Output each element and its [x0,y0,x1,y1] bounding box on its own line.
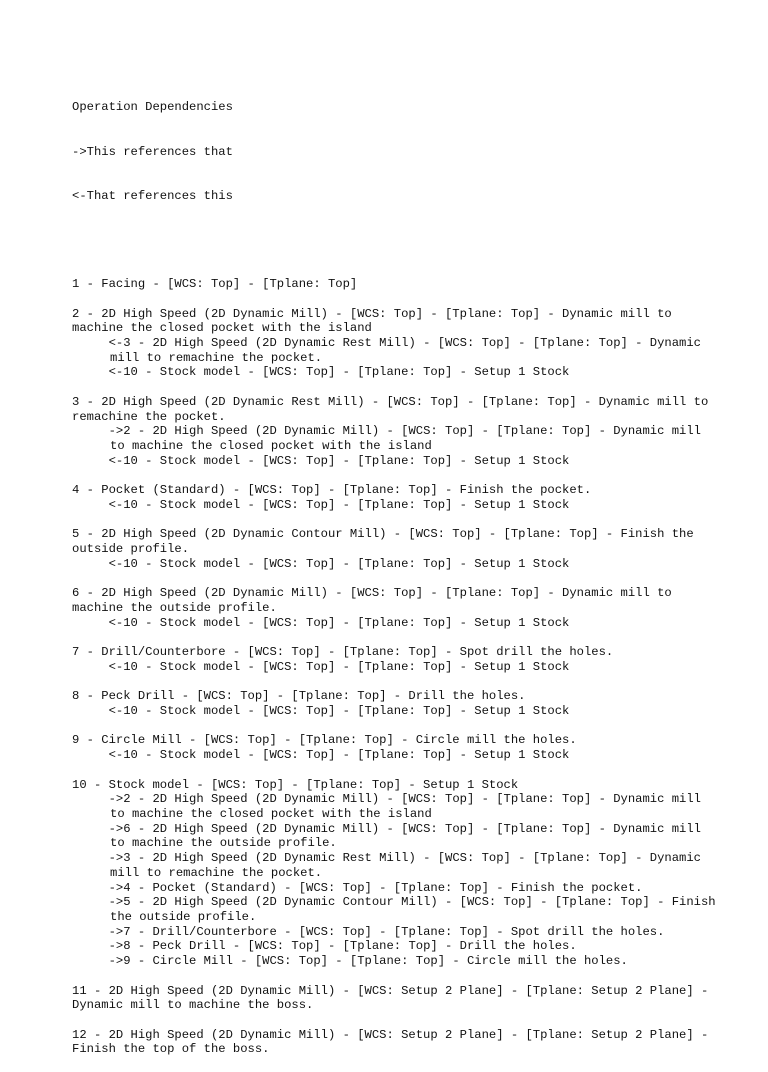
operation-text: 1 - Facing - [WCS: Top] - [Tplane: Top] [72,277,358,292]
operation-text: 9 - Circle Mill - [WCS: Top] - [Tplane: Top] - Circle mill the holes. [72,733,577,748]
operation-entry [72,586,722,645]
operation-text: 6 - 2D High Speed (2D Dynamic Mill) - [WCS: Top] - [Tplane: Top] - Dynamic mill to machine the outside profile. [72,586,680,615]
back-reference: <-10 - Stock model - [WCS: Top] - [Tplane: Top] - Setup 1 Stock [108,659,570,674]
operation-text: 7 - Drill/Counterbore - [WCS: Top] - [Tplane: Top] - Spot drill the holes. [72,645,614,660]
operation-entry [72,645,722,689]
forward-reference: ->3 - 2D High Speed (2D Dynamic Rest Mill) - [WCS: Top] - [Tplane: Top] - Dynamic mill to remachine the pocket. [108,851,709,880]
operation-text: 12 - 2D High Speed (2D Dynamic Mill) - [WCS: Setup 2 Plane] - [Tplane: Setup 2 Plane] - Finish the top of the boss. [72,1027,716,1057]
back-reference: <-10 - Stock model - [WCS: Top] - [Tplane: Top] - Setup 1 Stock [108,615,570,630]
back-reference: <-10 - Stock model - [WCS: Top] - [Tplane: Top] - Setup 1 Stock [108,703,570,718]
operation-text: 3 - 2D High Speed (2D Dynamic Rest Mill) - [WCS: Top] - [Tplane: Top] - Dynamic mill to remachine the pocket. [72,394,716,424]
forward-reference: ->6 - 2D High Speed (2D Dynamic Mill) - [WCS: Top] - [Tplane: Top] - Dynamic mill to machine the outside profile. [108,821,709,851]
forward-reference: ->2 - 2D High Speed (2D Dynamic Mill) - [WCS: Top] - [Tplane: Top] - Dynamic mill to machine the closed pocket with the island [108,424,709,453]
operation-text: 10 - Stock model - [WCS: Top] - [Tplane: Top] - Setup 1 Stock [72,777,519,792]
dependency-document [72,71,722,1072]
forward-reference: ->2 - 2D High Speed (2D Dynamic Mill) - [WCS: Top] - [Tplane: Top] - Dynamic mill to machine the closed pocket with the island [108,792,709,821]
operation-text: 4 - Pocket (Standard) - [WCS: Top] - [Tplane: Top] - Finish the pocket. [72,483,592,498]
spacer [72,468,722,483]
forward-reference: ->5 - 2D High Speed (2D Dynamic Contour Mill) - [WCS: Top] - [Tplane: Top] - Finish the outside profile. [108,895,723,924]
operation-entry [72,483,722,527]
spacer [72,292,722,307]
spacer [72,674,722,689]
back-reference: <-10 - Stock model - [WCS: Top] - [Tplane: Top] - Setup 1 Stock [108,365,570,380]
spacer [72,763,722,778]
operation-entry [72,984,722,1028]
legend-back: <-That references this [72,188,233,203]
spacer [72,513,722,528]
back-reference: <-10 - Stock model - [WCS: Top] - [Tplane: Top] - Setup 1 Stock [108,453,570,468]
operation-text: 2 - 2D High Speed (2D Dynamic Mill) - [WCS: Top] - [Tplane: Top] - Dynamic mill to machine the closed pocket with the island [72,306,680,336]
operation-entry [72,778,722,984]
back-reference: <-10 - Stock model - [WCS: Top] - [Tplane: Top] - Setup 1 Stock [108,497,570,512]
operation-entry [72,307,722,395]
operations-list [72,277,722,1057]
back-reference: <-3 - 2D High Speed (2D Dynamic Rest Mill) - [WCS: Top] - [Tplane: Top] - Dynamic mill to remachine the pocket. [108,335,709,365]
spacer [72,719,722,734]
legend-forward: ->This references that [72,144,233,159]
document-title: Operation Dependencies [72,100,233,115]
operation-entry [72,689,722,733]
operation-entry [72,733,722,777]
operation-entry [72,395,722,483]
spacer [72,630,722,645]
operation-entry [72,277,722,306]
back-reference: <-10 - Stock model - [WCS: Top] - [Tplane: Top] - Setup 1 Stock [108,748,570,763]
spacer [72,1013,722,1028]
spacer [72,969,722,984]
operation-entry [72,1028,722,1057]
spacer [72,233,722,248]
spacer [72,380,722,395]
back-reference: <-10 - Stock model - [WCS: Top] - [Tplane: Top] - Setup 1 Stock [108,556,570,571]
operation-text: 5 - 2D High Speed (2D Dynamic Contour Mill) - [WCS: Top] - [Tplane: Top] - Finish the outside profile. [72,527,701,556]
operation-text: 8 - Peck Drill - [WCS: Top] - [Tplane: Top] - Drill the holes. [72,689,526,704]
forward-reference: ->4 - Pocket (Standard) - [WCS: Top] - [Tplane: Top] - Finish the pocket. [108,880,643,895]
operation-text: 11 - 2D High Speed (2D Dynamic Mill) - [WCS: Setup 2 Plane] - [Tplane: Setup 2 Plane] - Dynamic mill to machine the boss. [72,983,716,1013]
operation-entry [72,527,722,586]
spacer [72,571,722,586]
forward-reference: ->8 - Peck Drill - [WCS: Top] - [Tplane: Top] - Drill the holes. [108,939,577,954]
forward-reference: ->9 - Circle Mill - [WCS: Top] - [Tplane: Top] - Circle mill the holes. [108,954,628,969]
forward-reference: ->7 - Drill/Counterbore - [WCS: Top] - [Tplane: Top] - Spot drill the holes. [108,924,665,939]
